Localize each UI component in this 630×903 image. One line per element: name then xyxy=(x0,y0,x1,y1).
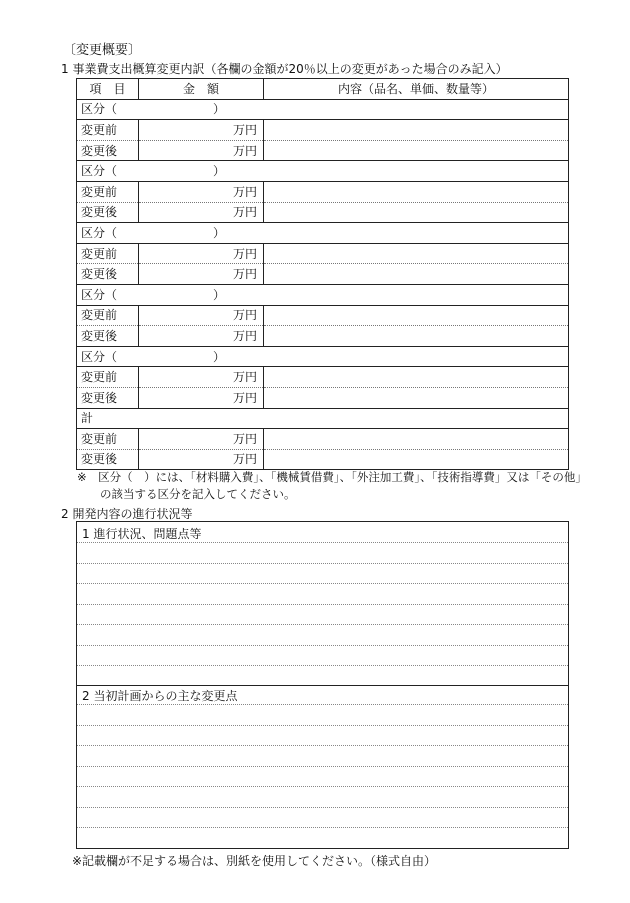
content-field[interactable] xyxy=(264,367,569,388)
footer-note: ※記載欄が不足する場合は、別紙を使用してください。（様式自由） xyxy=(72,854,437,868)
content-field[interactable] xyxy=(264,181,569,202)
after-row xyxy=(77,387,569,408)
before-label: 変更前 xyxy=(77,367,139,388)
content-field[interactable] xyxy=(264,243,569,264)
category-label[interactable]: 計 xyxy=(77,408,569,429)
content-field[interactable] xyxy=(264,326,569,347)
after-label: 変更後 xyxy=(77,264,139,285)
ruled-line xyxy=(77,725,568,726)
category-row xyxy=(77,346,569,367)
before-row xyxy=(77,429,569,450)
content-field[interactable] xyxy=(264,120,569,141)
before-label: 変更前 xyxy=(77,243,139,264)
amount-field[interactable]: 万円 xyxy=(139,243,264,264)
content-field[interactable] xyxy=(264,264,569,285)
before-row xyxy=(77,243,569,264)
before-row xyxy=(77,305,569,326)
after-label: 変更後 xyxy=(77,140,139,161)
ruled-line xyxy=(77,786,568,787)
amount-field[interactable]: 万円 xyxy=(139,387,264,408)
content-field[interactable] xyxy=(264,449,569,470)
ruled-line xyxy=(77,624,568,625)
after-label: 変更後 xyxy=(77,387,139,408)
amount-field[interactable]: 万円 xyxy=(139,449,264,470)
after-row xyxy=(77,449,569,470)
page-title: 〔変更概要〕 xyxy=(63,43,142,58)
after-row xyxy=(77,140,569,161)
content-field[interactable] xyxy=(264,305,569,326)
category-row xyxy=(77,161,569,182)
before-label: 変更前 xyxy=(77,305,139,326)
before-row xyxy=(77,181,569,202)
budget-change-table xyxy=(76,78,569,470)
after-row xyxy=(77,202,569,223)
amount-field[interactable]: 万円 xyxy=(139,326,264,347)
before-label: 変更前 xyxy=(77,429,139,450)
ruled-line xyxy=(77,704,568,705)
ruled-line xyxy=(77,563,568,564)
main-changes-box[interactable] xyxy=(76,684,569,849)
category-row xyxy=(77,284,569,305)
ruled-line xyxy=(77,745,568,746)
after-label: 変更後 xyxy=(77,449,139,470)
header-content: 内容（品名、単価、数量等） xyxy=(264,79,569,100)
amount-field[interactable]: 万円 xyxy=(139,305,264,326)
ruled-line xyxy=(77,645,568,646)
content-field[interactable] xyxy=(264,140,569,161)
category-label[interactable]: 区分（ ） xyxy=(77,223,569,244)
category-label[interactable]: 区分（ ） xyxy=(77,346,569,367)
header-item: 項 目 xyxy=(77,79,139,100)
category-row xyxy=(77,408,569,429)
category-row xyxy=(77,99,569,120)
amount-field[interactable]: 万円 xyxy=(139,140,264,161)
header-amount: 金 額 xyxy=(139,79,264,100)
after-row xyxy=(77,264,569,285)
category-note xyxy=(77,469,587,503)
content-field[interactable] xyxy=(264,429,569,450)
main-changes-heading: 2 当初計画からの主な変更点 xyxy=(82,689,238,703)
after-label: 変更後 xyxy=(77,326,139,347)
amount-field[interactable]: 万円 xyxy=(139,202,264,223)
before-label: 変更前 xyxy=(77,120,139,141)
after-label: 変更後 xyxy=(77,202,139,223)
before-label: 変更前 xyxy=(77,181,139,202)
ruled-line xyxy=(77,604,568,605)
before-row xyxy=(77,367,569,388)
after-row xyxy=(77,326,569,347)
content-field[interactable] xyxy=(264,202,569,223)
before-row xyxy=(77,120,569,141)
ruled-line xyxy=(77,542,568,543)
category-label[interactable]: 区分（ ） xyxy=(77,161,569,182)
category-note-line2: の該当する区分を記入してください。 xyxy=(77,487,296,501)
section1-label: 1 事業費支出概算変更内訳（各欄の金額が20％以上の変更があった場合のみ記入） xyxy=(61,62,508,76)
amount-field[interactable]: 万円 xyxy=(139,429,264,450)
category-label[interactable]: 区分（ ） xyxy=(77,99,569,120)
amount-field[interactable]: 万円 xyxy=(139,120,264,141)
ruled-line xyxy=(77,583,568,584)
amount-field[interactable]: 万円 xyxy=(139,367,264,388)
ruled-line xyxy=(77,766,568,767)
category-note-line1: ※ 区分（ ）には、「材料購入費」、「機械賃借費」、「外注加工費」、「技術指導費」又は「その他」 xyxy=(77,470,587,484)
ruled-line xyxy=(77,827,568,828)
ruled-line xyxy=(77,807,568,808)
content-field[interactable] xyxy=(264,387,569,408)
progress-status-heading: 1 進行状況、問題点等 xyxy=(82,527,202,541)
amount-field[interactable]: 万円 xyxy=(139,264,264,285)
ruled-line xyxy=(77,665,568,666)
category-row xyxy=(77,223,569,244)
category-label[interactable]: 区分（ ） xyxy=(77,284,569,305)
section2-label: 2 開発内容の進行状況等 xyxy=(61,507,193,521)
progress-status-box[interactable] xyxy=(76,521,569,686)
table-header-row xyxy=(77,79,569,100)
amount-field[interactable]: 万円 xyxy=(139,181,264,202)
